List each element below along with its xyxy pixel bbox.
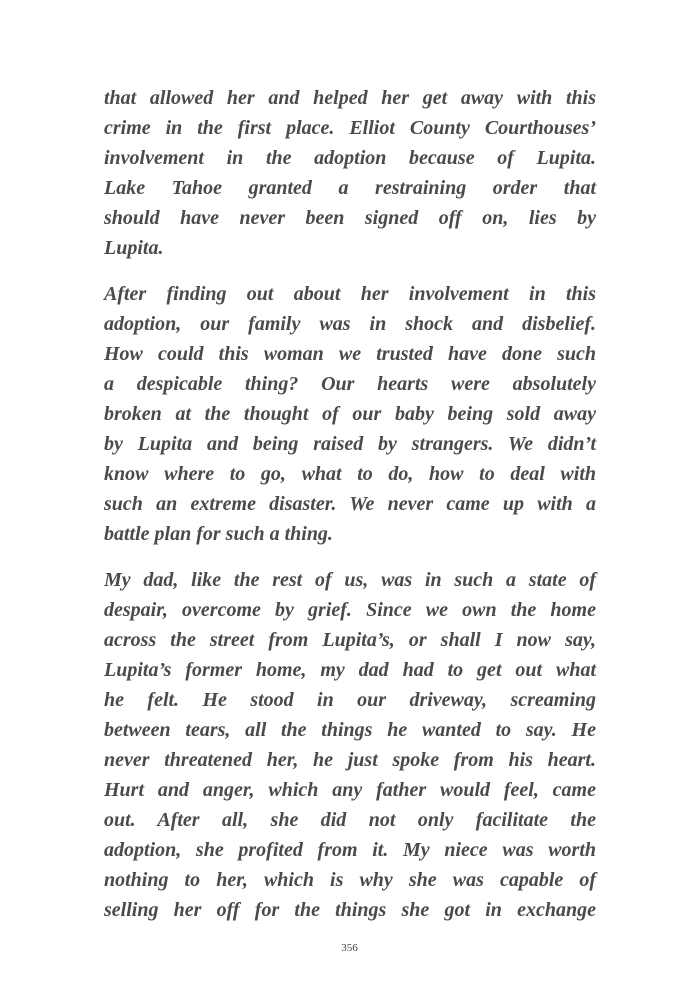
text-line: Lupita.: [104, 237, 164, 259]
text-line: Hurt and anger, which any father would feel, came: [104, 779, 596, 801]
text-line: between tears, all the things he wanted to say. He: [104, 719, 596, 741]
text-line: such an extreme disaster. We never came up with a: [104, 493, 596, 515]
text-line: crime in the first place. Elliot County Courthouses’: [104, 117, 596, 139]
text-line: that allowed her and helped her get away with this: [104, 87, 596, 109]
text-line: despair, overcome by grief. Since we own the home: [104, 599, 596, 621]
text-line: broken at the thought of our baby being sold away: [104, 403, 596, 425]
paragraph-1: [104, 83, 596, 263]
text-line: adoption, she profited from it. My niece was worth: [104, 839, 596, 861]
text-line: Lake Tahoe granted a restraining order that: [104, 177, 596, 199]
text-line: After finding out about her involvement in this: [104, 283, 596, 305]
text-line: adoption, our family was in shock and disbelief.: [104, 313, 596, 335]
paragraph-2: [104, 279, 596, 549]
text-line: know where to go, what to do, how to deal with: [104, 463, 596, 485]
page-number: 356: [341, 942, 358, 954]
body-text: [104, 83, 596, 941]
text-line: selling her off for the things she got in exchange: [104, 899, 596, 921]
text-line: by Lupita and being raised by strangers. We didn’t: [104, 433, 596, 455]
text-line: battle plan for such a thing.: [104, 523, 333, 545]
text-line: a despicable thing? Our hearts were absolutely: [104, 373, 596, 395]
text-line: never threatened her, he just spoke from his heart.: [104, 749, 596, 771]
text-line: out. After all, she did not only facilitate the: [104, 809, 596, 831]
text-line: he felt. He stood in our driveway, screaming: [104, 689, 596, 711]
text-line: across the street from Lupita’s, or shall I now say,: [104, 629, 596, 651]
text-line: should have never been signed off on, lies by: [104, 207, 596, 229]
text-line: How could this woman we trusted have done such: [104, 343, 596, 365]
text-line: Lupita’s former home, my dad had to get out what: [104, 659, 596, 681]
text-line: nothing to her, which is why she was capable of: [104, 869, 596, 891]
text-line: involvement in the adoption because of Lupita.: [104, 147, 596, 169]
text-line: My dad, like the rest of us, was in such a state of: [104, 569, 596, 591]
paragraph-3: [104, 565, 596, 925]
